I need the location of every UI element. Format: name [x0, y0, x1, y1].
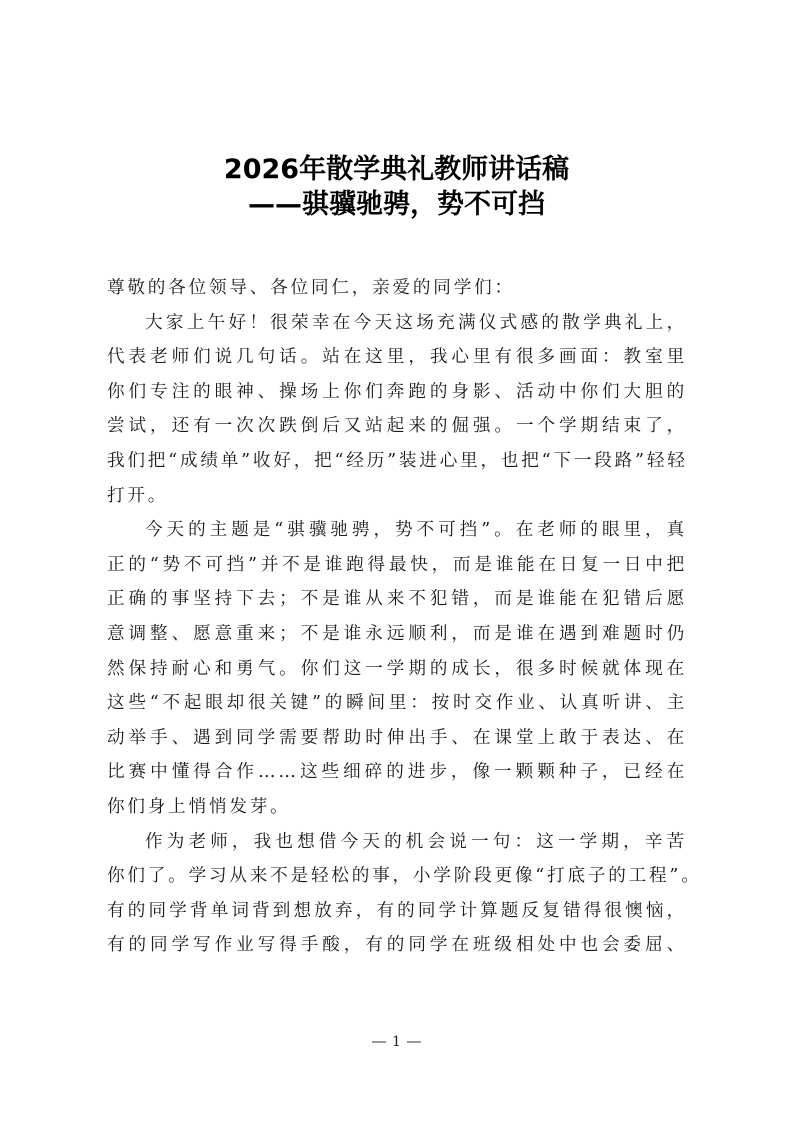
text-line: 正的“势不可挡”并不是谁跑得最快，而是谁能在日复一日中把 — [107, 554, 687, 575]
text-line: 尊敬的各位领导、各位同仁，亲爱的同学们： — [107, 278, 515, 298]
salutation-paragraph — [107, 271, 687, 306]
text-line: 你们专注的眼神、操场上你们奔跑的身影、活动中你们大胆的 — [107, 381, 687, 402]
page-number: 1 — [392, 1034, 401, 1050]
text-line: 意调整、愿意重来；不是谁永远顺利，而是谁在遇到难题时仍 — [107, 623, 687, 644]
document-body — [107, 271, 702, 963]
body-paragraph-3 — [107, 825, 702, 963]
text-line: 我们把“成绩单”收好，把“经历”装进心里，也把“下一段路”轻轻 — [107, 450, 688, 471]
text-line: 打开。 — [107, 485, 169, 506]
text-line: 你们身上悄悄发芽。 — [107, 796, 291, 817]
title-block — [0, 152, 793, 222]
text-line: 代表老师们说几句话。站在这里，我心里有很多画面：教室里 — [107, 347, 687, 368]
document-title: 2026年散学典礼教师讲话稿 — [223, 154, 570, 185]
text-line: 有的同学背单词背到想放弃，有的同学计算题反复错得很懊恼， — [107, 900, 687, 921]
document-subtitle: ——骐骥驰骋，势不可挡 — [248, 189, 545, 220]
body-paragraph-2 — [107, 513, 687, 824]
text-line: 动举手、遇到同学需要帮助时伸出手、在课堂上敢于表达、在 — [107, 727, 687, 748]
text-line: 作为老师，我也想借今天的机会说一句：这一学期，辛苦 — [145, 831, 687, 852]
text-line: 今天的主题是“骐骥驰骋，势不可挡”。在老师的眼里，真 — [145, 520, 687, 541]
body-paragraph-1 — [107, 306, 687, 514]
footer-dash-right — [407, 1041, 421, 1043]
text-line: 正确的事坚持下去；不是谁从来不犯错，而是谁能在犯错后愿 — [107, 589, 687, 610]
footer-dash-left — [372, 1041, 386, 1043]
text-line: 然保持耐心和勇气。你们这一学期的成长，很多时候就体现在 — [107, 658, 687, 679]
page-footer — [0, 1034, 793, 1050]
text-line: 大家上午好！很荣幸在今天这场充满仪式感的散学典礼上， — [145, 312, 687, 333]
text-line: 尝试，还有一次次跌倒后又站起来的倔强。一个学期结束了， — [107, 416, 687, 437]
text-line: 这些“不起眼却很关键”的瞬间里：按时交作业、认真听讲、主 — [107, 693, 687, 714]
text-line: 有的同学写作业写得手酸，有的同学在班级相处中也会委屈、 — [107, 935, 687, 956]
text-line: 你们了。学习从来不是轻松的事，小学阶段更像“打底子的工程”。 — [107, 866, 702, 887]
text-line: 比赛中懂得合作……这些细碎的进步，像一颗颗种子，已经在 — [107, 762, 687, 783]
